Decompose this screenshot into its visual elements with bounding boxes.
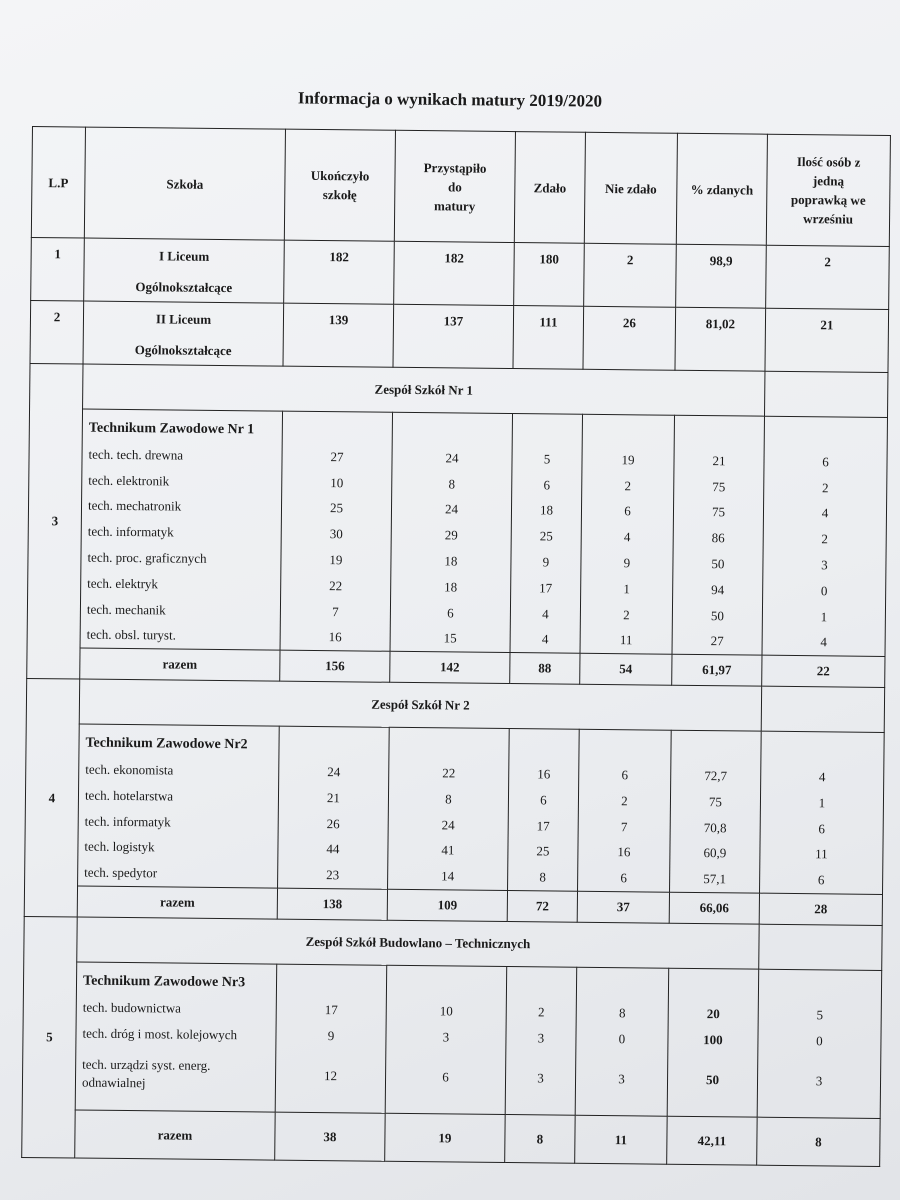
results-table xyxy=(21,126,891,1167)
value: 27 xyxy=(330,448,344,465)
cell-failed-list xyxy=(580,414,674,654)
value-list xyxy=(673,416,764,655)
value-list xyxy=(278,727,389,889)
value: 4 xyxy=(623,529,631,545)
spacer xyxy=(387,972,506,999)
value: 16 xyxy=(328,629,342,645)
cell-program-names xyxy=(78,724,280,888)
value: 6 xyxy=(621,767,629,783)
cell-failed-list xyxy=(575,967,669,1116)
cell-lp xyxy=(31,237,85,301)
cell-percent xyxy=(675,307,766,371)
header-graduated-line: szkołę xyxy=(322,187,357,203)
value-list xyxy=(760,732,884,894)
cell-failed-list xyxy=(578,729,672,892)
header-entered xyxy=(394,130,515,242)
value: 12 xyxy=(323,1068,338,1084)
spacer xyxy=(277,971,386,998)
total-label: razem xyxy=(80,648,280,681)
lp-value: 5 xyxy=(46,1029,53,1045)
header-lp: L.P xyxy=(31,127,85,239)
value-list xyxy=(670,731,761,893)
value: 182 xyxy=(329,249,349,265)
value: 16 xyxy=(537,766,551,782)
group-empty-cell xyxy=(761,686,884,732)
value-list xyxy=(386,966,506,1107)
value: 18 xyxy=(539,502,554,518)
value: 50 xyxy=(710,607,724,623)
value: 21 xyxy=(326,789,341,806)
spacer xyxy=(283,418,392,445)
value: 18 xyxy=(444,553,458,569)
value-list xyxy=(578,730,671,892)
total-passed: 88 xyxy=(510,653,580,685)
value: 10 xyxy=(439,1003,453,1019)
school-name-line: Ogólnokształcące xyxy=(135,279,233,296)
value: 24 xyxy=(444,501,459,517)
spacer xyxy=(759,976,881,1003)
cell-retake-list xyxy=(757,969,882,1119)
value: 11 xyxy=(815,846,828,862)
cell-failed xyxy=(584,243,677,307)
value: 6 xyxy=(543,476,551,493)
value: 22 xyxy=(329,577,343,594)
total-retake: 8 xyxy=(757,1117,880,1166)
value: 2 xyxy=(537,1004,545,1020)
value: 8 xyxy=(445,791,452,807)
value: 11 xyxy=(619,632,633,648)
value: 1 xyxy=(623,581,631,597)
total-label: razem xyxy=(77,886,277,919)
value-list xyxy=(276,965,386,1106)
group-empty-cell xyxy=(759,924,882,970)
lp-value: 4 xyxy=(48,789,56,805)
value: 50 xyxy=(705,1072,720,1088)
cell-passed xyxy=(513,306,584,370)
value: 10 xyxy=(330,474,344,490)
cell-lp xyxy=(22,916,78,1158)
value: 8 xyxy=(539,869,546,885)
header-passed: Zdało xyxy=(514,132,585,244)
program-name: tech. elektryk xyxy=(87,575,159,592)
value: 16 xyxy=(617,844,631,860)
value: 9 xyxy=(327,1027,335,1043)
value: 6 xyxy=(624,503,631,519)
program-name: tech. logistyk xyxy=(84,838,155,855)
group-empty-cell xyxy=(765,371,888,417)
program-name: tech. informatyk xyxy=(87,523,174,540)
cell-entered xyxy=(393,304,514,368)
subschool-name: Technikum Zawodowe Nr3 xyxy=(82,973,246,991)
header-percent: % zdanych xyxy=(676,133,767,245)
value: 25 xyxy=(539,528,553,544)
cell-school-name xyxy=(84,238,285,303)
value: 5 xyxy=(816,1007,824,1023)
program-name: tech. mechatronik xyxy=(87,497,182,514)
cell-graduated-list xyxy=(278,726,390,889)
cell-entered-list xyxy=(390,412,512,652)
value: 3 xyxy=(537,1029,545,1045)
value: 24 xyxy=(441,816,455,833)
value: 86 xyxy=(711,530,725,546)
cell-percent-list xyxy=(670,730,762,893)
value: 4 xyxy=(818,769,826,785)
total-graduated: 138 xyxy=(277,888,387,920)
value: 50 xyxy=(711,556,725,572)
value: 57,1 xyxy=(703,871,727,887)
value: 4 xyxy=(542,605,549,622)
value: 4 xyxy=(820,634,827,650)
value: 2 xyxy=(824,254,831,270)
value: 3 xyxy=(537,1070,544,1086)
value: 2 xyxy=(624,477,632,493)
value: 29 xyxy=(444,527,458,543)
value: 26 xyxy=(326,815,340,831)
lp-value: 3 xyxy=(51,513,59,529)
cell-lp xyxy=(24,679,79,917)
total-entered: 142 xyxy=(390,651,510,683)
cell-failed xyxy=(583,306,676,370)
total-failed: 37 xyxy=(577,891,669,923)
value-list xyxy=(758,970,881,1111)
value: 81,02 xyxy=(705,316,736,332)
value: 6 xyxy=(620,870,627,886)
cell-percent-list xyxy=(672,415,764,655)
value-list xyxy=(763,417,887,656)
value-list xyxy=(581,415,674,654)
header-school: Szkoła xyxy=(84,127,285,240)
value: 3 xyxy=(821,557,828,573)
value: 8 xyxy=(618,1004,626,1021)
spacer xyxy=(513,420,582,447)
value: 18 xyxy=(444,579,458,595)
header-retake-line: poprawką we xyxy=(790,191,866,208)
value: 3 xyxy=(442,1028,450,1044)
spacer xyxy=(579,736,670,763)
school-name-line: II Liceum xyxy=(155,311,212,327)
cell-graduated-list xyxy=(275,964,387,1114)
value: 6 xyxy=(442,1069,449,1085)
value: 4 xyxy=(541,631,549,647)
value: 44 xyxy=(326,841,340,857)
header-failed: Nie zdało xyxy=(584,132,677,244)
value-list xyxy=(388,728,509,890)
value: 7 xyxy=(620,818,628,834)
program-name: tech. spedytor xyxy=(84,864,158,881)
group-name: Zespół Szkół Budowlano – Technicznych xyxy=(77,917,759,969)
value: 14 xyxy=(441,868,455,884)
group-body-row xyxy=(27,408,887,656)
spacer xyxy=(583,421,674,448)
cell-entered-list xyxy=(385,965,507,1115)
value: 19 xyxy=(329,552,343,568)
cell-program-names xyxy=(75,962,277,1112)
total-entered: 19 xyxy=(385,1114,505,1163)
value-list xyxy=(511,414,582,653)
header-retake-line: wrześniu xyxy=(803,211,854,227)
value: 25 xyxy=(536,843,550,859)
cell-entered-list xyxy=(388,727,510,890)
value: 6 xyxy=(822,454,829,470)
value: 5 xyxy=(543,451,551,467)
total-entered: 109 xyxy=(387,889,507,921)
spacer xyxy=(669,975,758,1002)
spacer xyxy=(765,423,887,450)
value: 25 xyxy=(329,500,344,516)
value: 6 xyxy=(818,820,826,836)
cell-school-name xyxy=(83,301,284,366)
header-graduated xyxy=(284,129,395,241)
value: 139 xyxy=(328,312,349,328)
value: 24 xyxy=(327,764,341,780)
value: 182 xyxy=(444,250,464,266)
program-name: tech. tech. drewna xyxy=(88,446,184,463)
school-name-line: I Liceum xyxy=(158,248,210,264)
value: 100 xyxy=(703,1031,723,1047)
value: 72,7 xyxy=(704,768,728,784)
header-retake-line: jedną xyxy=(812,173,845,189)
total-retake: 22 xyxy=(762,655,885,687)
header-entered-line: matury xyxy=(434,197,476,214)
header-retake-line: Ilość osób z xyxy=(796,154,861,170)
program-name: tech. mechanik xyxy=(86,601,166,618)
cell-passed xyxy=(514,243,585,307)
value: 9 xyxy=(542,554,550,570)
value: 0 xyxy=(618,1030,626,1046)
value: 98,9 xyxy=(709,253,733,269)
total-passed: 72 xyxy=(507,890,577,922)
lp-value: 1 xyxy=(54,246,61,262)
value-list xyxy=(668,969,758,1109)
group-body-row xyxy=(25,724,885,895)
value: 21 xyxy=(712,452,726,469)
spacer xyxy=(761,738,883,765)
value: 8 xyxy=(448,475,456,492)
value: 15 xyxy=(443,630,457,646)
value-list xyxy=(281,412,392,651)
value: 75 xyxy=(711,504,726,520)
cell-percent xyxy=(676,244,767,308)
lp-value: 2 xyxy=(53,309,61,325)
value: 23 xyxy=(326,867,340,883)
total-passed: 8 xyxy=(505,1115,575,1164)
value: 22 xyxy=(442,765,456,781)
table-row xyxy=(31,237,890,309)
header-row xyxy=(31,127,890,247)
program-name: tech. informatyk xyxy=(84,813,171,830)
total-row xyxy=(22,1110,880,1167)
program-name: tech. urządzi syst. energ. odnawialnej xyxy=(81,1056,211,1091)
program-name: tech. budownictwa xyxy=(82,999,182,1016)
total-percent: 66,06 xyxy=(669,892,759,924)
cell-program-names xyxy=(80,409,282,650)
spacer xyxy=(509,735,578,762)
spacer xyxy=(577,974,668,1001)
program-name: tech. ekonomista xyxy=(85,761,174,778)
value-list xyxy=(391,413,512,652)
value: 19 xyxy=(621,451,635,468)
results-table-container xyxy=(21,126,890,1175)
value: 4 xyxy=(821,505,829,521)
value: 94 xyxy=(711,581,725,598)
group-body-row xyxy=(22,961,882,1118)
table-row xyxy=(30,300,889,372)
total-label: razem xyxy=(75,1110,275,1160)
cell-lp xyxy=(27,363,83,679)
value: 17 xyxy=(536,817,550,834)
header-retake xyxy=(766,134,890,246)
value: 60,9 xyxy=(703,845,727,861)
value: 2 xyxy=(626,252,634,268)
program-name: tech. elektronik xyxy=(88,472,170,489)
cell-retake-list xyxy=(760,731,885,894)
value: 27 xyxy=(710,633,724,649)
value: 17 xyxy=(539,580,553,596)
cell-retake xyxy=(766,245,890,309)
cell-graduated-list xyxy=(280,411,392,651)
value: 2 xyxy=(821,479,829,495)
header-entered-line: do xyxy=(447,178,462,195)
cell-graduated xyxy=(284,240,395,304)
value: 2 xyxy=(623,606,630,622)
value: 2 xyxy=(821,531,829,547)
value: 3 xyxy=(815,1073,823,1089)
program-list xyxy=(76,962,277,1111)
total-failed: 11 xyxy=(575,1116,667,1165)
program-list xyxy=(78,725,279,888)
cell-passed-list xyxy=(505,966,577,1115)
value: 0 xyxy=(816,1032,823,1048)
document-title: Informacja o wynikach matury 2019/2020 xyxy=(297,88,603,111)
spacer xyxy=(279,733,388,760)
value: 1 xyxy=(820,608,828,624)
program-list xyxy=(81,410,282,650)
value: 20 xyxy=(706,1005,720,1022)
school-name-line: Ogólnokształcące xyxy=(134,342,232,359)
value-list xyxy=(506,967,576,1107)
cell-entered xyxy=(394,241,515,305)
value: 30 xyxy=(329,526,343,542)
value: 180 xyxy=(539,251,559,267)
value: 3 xyxy=(618,1071,625,1087)
total-failed: 54 xyxy=(580,653,672,685)
total-graduated: 156 xyxy=(280,650,390,682)
value: 6 xyxy=(540,792,547,808)
value: 0 xyxy=(820,583,828,599)
spacer xyxy=(389,734,508,761)
value: 7 xyxy=(332,603,339,619)
value: 17 xyxy=(324,1001,338,1017)
cell-passed-list xyxy=(510,414,583,654)
value: 24 xyxy=(445,450,459,466)
spacer xyxy=(675,422,764,449)
total-graduated: 38 xyxy=(275,1112,385,1161)
value: 2 xyxy=(621,792,628,809)
program-name: tech. hotelarstwa xyxy=(84,787,174,804)
total-percent: 42,11 xyxy=(667,1117,757,1166)
spacer xyxy=(671,737,760,764)
spacer xyxy=(393,419,512,446)
header-entered-line: Przystąpiło xyxy=(423,159,487,176)
total-percent: 61,97 xyxy=(672,654,762,686)
value: 41 xyxy=(441,842,455,858)
cell-lp xyxy=(30,300,84,364)
value-list xyxy=(576,968,668,1108)
group-name: Zespół Szkół Nr 2 xyxy=(79,679,761,731)
cell-retake xyxy=(765,308,889,372)
value: 70,8 xyxy=(703,819,727,835)
cell-percent-list xyxy=(667,968,759,1117)
cell-retake-list xyxy=(762,416,887,656)
cell-passed-list xyxy=(508,729,580,892)
header-graduated-line: Ukończyło xyxy=(310,167,370,184)
value: 6 xyxy=(447,604,454,621)
value: 9 xyxy=(623,555,631,571)
value-list xyxy=(508,729,579,890)
program-name: tech. dróg i most. kolejowych xyxy=(82,1025,238,1042)
value: 26 xyxy=(622,315,637,331)
value: 137 xyxy=(443,313,464,329)
value: 111 xyxy=(539,314,558,330)
subschool-name: Technikum Zawodowe Nr 1 xyxy=(88,420,255,438)
value: 75 xyxy=(712,478,726,494)
program-name: tech. obsl. turyst. xyxy=(86,626,176,643)
cell-graduated xyxy=(283,303,394,367)
value: 21 xyxy=(820,317,834,333)
spacer xyxy=(507,973,576,1000)
program-name: tech. proc. graficznych xyxy=(87,549,207,566)
group-name: Zespół Szkół Nr 1 xyxy=(83,364,765,416)
total-retake: 28 xyxy=(759,893,882,925)
value: 75 xyxy=(708,793,723,810)
subschool-name: Technikum Zawodowe Nr2 xyxy=(85,735,248,753)
value: 1 xyxy=(818,795,826,811)
value: 6 xyxy=(817,872,825,888)
